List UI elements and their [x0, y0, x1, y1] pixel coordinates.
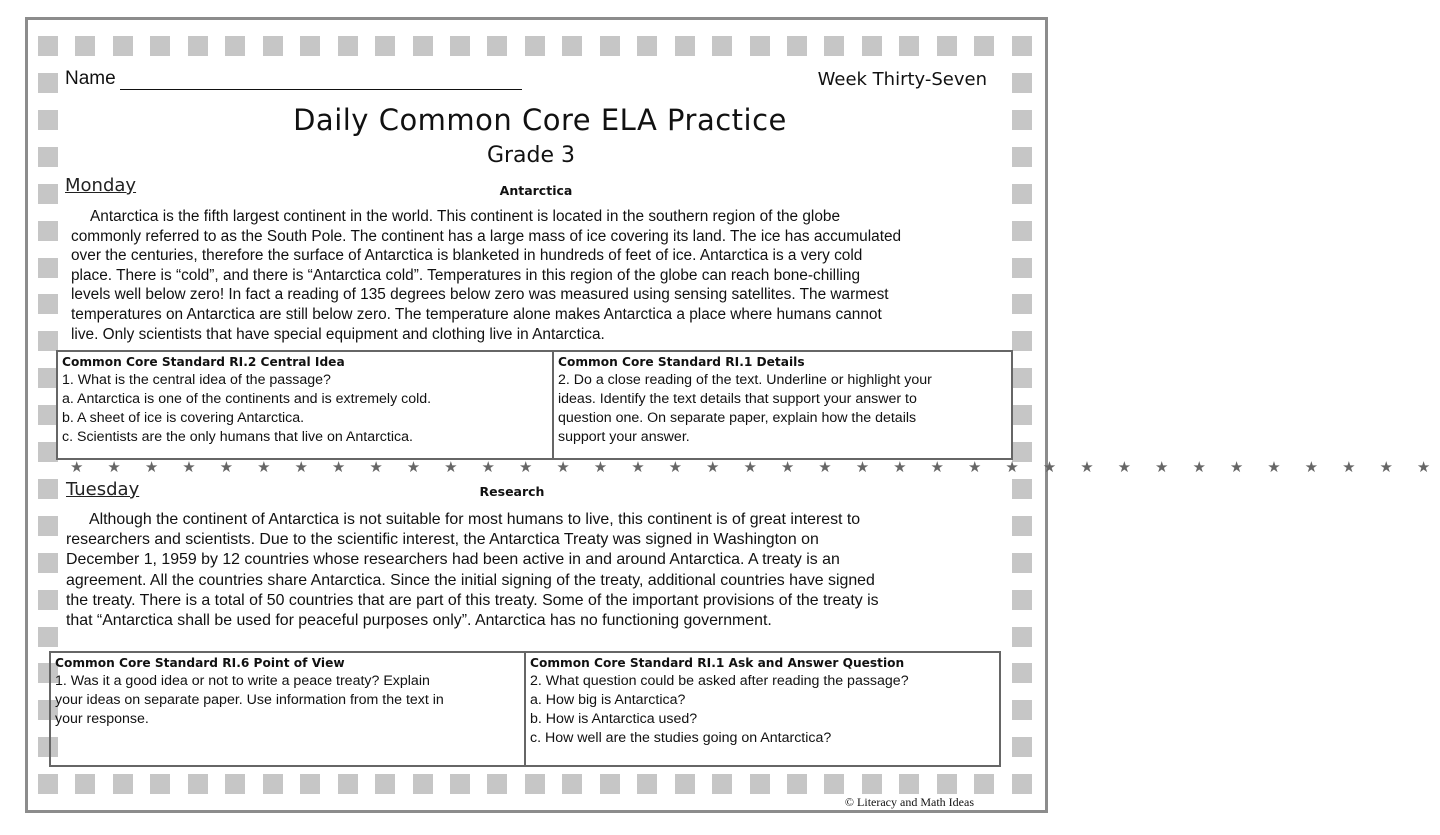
border-square — [637, 36, 657, 56]
monday-topic: Antarctica — [499, 183, 573, 198]
border-square — [712, 36, 732, 56]
border-square — [974, 774, 994, 794]
border-square — [1012, 737, 1032, 757]
border-square — [38, 221, 58, 241]
border-square — [263, 774, 283, 794]
border-square — [525, 36, 545, 56]
border-square — [38, 590, 58, 610]
passage-line: researchers and scientists. Due to the scientific interest, the Antarctica Treaty was signed in Washington on — [66, 531, 819, 549]
star-divider: ★ ★ ★ ★ ★ ★ ★ ★ ★ ★ ★ ★ ★ ★ ★ ★ ★ ★ ★ ★ ★ ★ ★ ★ ★ ★ ★ ★ ★ ★ ★ ★ ★ ★ ★ ★ ★ — [70, 459, 1440, 476]
border-square — [600, 774, 620, 794]
border-square — [188, 36, 208, 56]
tuesday-question-1 — [51, 653, 526, 765]
border-square — [974, 36, 994, 56]
question-line: 2. What question could be asked after reading the passage? — [530, 673, 909, 689]
answer-option-c: c. How well are the studies going on Antarctica? — [530, 730, 832, 746]
border-square — [1012, 700, 1032, 720]
passage-line: over the centuries, therefore the surface of Antarctica is blanketed in hundreds of feet of ice. Antarctica is a very cold — [71, 247, 863, 265]
answer-option-c: c. Scientists are the only humans that live on Antarctica. — [62, 429, 413, 445]
standard-label: Common Core Standard RI.1 Details — [558, 355, 805, 369]
standard-label: Common Core Standard RI.2 Central Idea — [62, 355, 345, 369]
border-square — [413, 36, 433, 56]
border-square — [375, 774, 395, 794]
name-label: Name — [65, 68, 116, 89]
answer-option-b: b. How is Antarctica used? — [530, 711, 698, 727]
grade-subtitle: Grade 3 — [486, 143, 576, 168]
answer-option-b: b. A sheet of ice is covering Antarctica. — [62, 410, 305, 426]
name-field-line[interactable] — [120, 89, 522, 90]
border-square — [750, 36, 770, 56]
border-square — [38, 774, 58, 794]
border-square — [899, 36, 919, 56]
border-square — [712, 774, 732, 794]
monday-passage — [71, 207, 901, 344]
question-line: support your answer. — [558, 429, 690, 445]
border-square — [413, 774, 433, 794]
border-square — [38, 442, 58, 462]
passage-line: levels well below zero! In fact a reading of 135 degrees below zero was measured using sensing satellites. The warmest — [71, 286, 889, 304]
passage-line: live. Only scientists that have special equipment and clothing live in Antarctica. — [71, 325, 605, 343]
copyright-notice: © Literacy and Math Ideas — [844, 795, 974, 809]
border-square — [1012, 516, 1032, 536]
border-square — [675, 774, 695, 794]
standard-label: Common Core Standard RI.6 Point of View — [55, 656, 345, 670]
passage-line: Although the continent of Antarctica is not suitable for most humans to live, this continent is of great interest to — [89, 511, 861, 528]
border-square — [862, 36, 882, 56]
border-square — [487, 36, 507, 56]
border-square — [899, 774, 919, 794]
border-square — [824, 774, 844, 794]
border-square — [38, 331, 58, 351]
answer-option-a: a. Antarctica is one of the continents and is extremely cold. — [62, 391, 432, 407]
border-square — [338, 36, 358, 56]
border-square — [487, 774, 507, 794]
monday-question-1 — [58, 352, 554, 458]
monday-questions-box — [56, 350, 1013, 460]
border-square — [1012, 331, 1032, 351]
standard-label: Common Core Standard RI.1 Ask and Answer Question — [530, 656, 905, 670]
border-square — [862, 774, 882, 794]
border-square — [300, 774, 320, 794]
answer-option-a: a. How big is Antarctica? — [530, 692, 686, 708]
border-square — [562, 36, 582, 56]
border-square — [225, 36, 245, 56]
border-square — [1012, 590, 1032, 610]
passage-line: the treaty. There is a total of 50 countries that are part of this treaty. Some of the important provisions of the treaty is — [66, 591, 879, 609]
border-square — [450, 774, 470, 794]
border-square — [75, 774, 95, 794]
border-square — [38, 73, 58, 93]
tuesday-passage — [66, 510, 879, 631]
border-square — [937, 36, 957, 56]
border-square — [562, 774, 582, 794]
border-square — [38, 553, 58, 573]
question-line: 1. What is the central idea of the passage? — [62, 372, 331, 388]
border-square — [787, 36, 807, 56]
border-square — [1012, 405, 1032, 425]
passage-line: commonly referred to as the South Pole. The continent has a large mass of ice covering its land. The ice has accumulated — [71, 227, 902, 245]
border-square — [824, 36, 844, 56]
border-square — [787, 774, 807, 794]
week-label: Week Thirty-Seven — [817, 69, 987, 90]
border-square — [1012, 36, 1032, 56]
border-square — [450, 36, 470, 56]
monday-heading: Monday — [65, 175, 137, 196]
border-square — [1012, 627, 1032, 647]
border-square — [150, 36, 170, 56]
border-square — [1012, 221, 1032, 241]
border-square — [263, 36, 283, 56]
border-square — [38, 294, 58, 314]
border-square — [937, 774, 957, 794]
border-square — [38, 516, 58, 536]
passage-line: place. There is “cold”, and there is “Antarctica cold”. Temperatures in this region of the globe can reach bone-chilling — [71, 266, 861, 284]
border-square — [1012, 774, 1032, 794]
border-square — [38, 405, 58, 425]
border-square — [525, 774, 545, 794]
border-square — [1012, 73, 1032, 93]
monday-question-2 — [554, 352, 1011, 458]
border-square — [150, 774, 170, 794]
tuesday-question-2 — [526, 653, 999, 765]
border-square — [113, 36, 133, 56]
passage-line: December 1, 1959 by 12 countries whose researchers had been active in and around Antarctica. A treaty is an — [66, 551, 840, 569]
border-square — [338, 774, 358, 794]
border-square — [1012, 294, 1032, 314]
border-square — [1012, 553, 1032, 573]
border-square — [38, 36, 58, 56]
border-square — [300, 36, 320, 56]
question-line: your ideas on separate paper. Use information from the text in — [55, 692, 444, 708]
border-square — [375, 36, 395, 56]
question-line: question one. On separate paper, explain how the details — [558, 410, 917, 426]
passage-line: that “Antarctica shall be used for peaceful purposes only”. Antarctica has no functioning government. — [66, 612, 772, 630]
border-square — [1012, 368, 1032, 388]
tuesday-topic: Research — [479, 484, 545, 499]
border-square — [38, 368, 58, 388]
border-square — [38, 627, 58, 647]
border-square — [75, 36, 95, 56]
question-line: your response. — [55, 711, 149, 727]
border-square — [600, 36, 620, 56]
tuesday-heading: Tuesday — [66, 479, 140, 500]
border-square — [637, 774, 657, 794]
border-square — [113, 774, 133, 794]
border-square — [225, 774, 245, 794]
border-square — [188, 774, 208, 794]
passage-line: agreement. All the countries share Antarctica. Since the initial signing of the treaty, additional countries have signed — [66, 571, 875, 589]
border-square — [750, 774, 770, 794]
page-title: Daily Common Core ELA Practice — [293, 103, 787, 137]
border-square — [1012, 663, 1032, 683]
passage-line: temperatures on Antarctica are still below zero. The temperature alone makes Antarctica a place where humans cannot — [71, 305, 882, 323]
border-square — [675, 36, 695, 56]
question-line: 2. Do a close reading of the text. Underline or highlight your — [558, 372, 932, 388]
passage-line: Antarctica is the fifth largest continent in the world. This continent is located in the southern region of the globe — [90, 208, 841, 225]
question-line: ideas. Identify the text details that support your answer to — [558, 391, 917, 407]
question-line: 1. Was it a good idea or not to write a peace treaty? Explain — [55, 673, 430, 689]
tuesday-questions-box — [49, 651, 1001, 767]
border-square — [1012, 258, 1032, 278]
border-square — [38, 258, 58, 278]
